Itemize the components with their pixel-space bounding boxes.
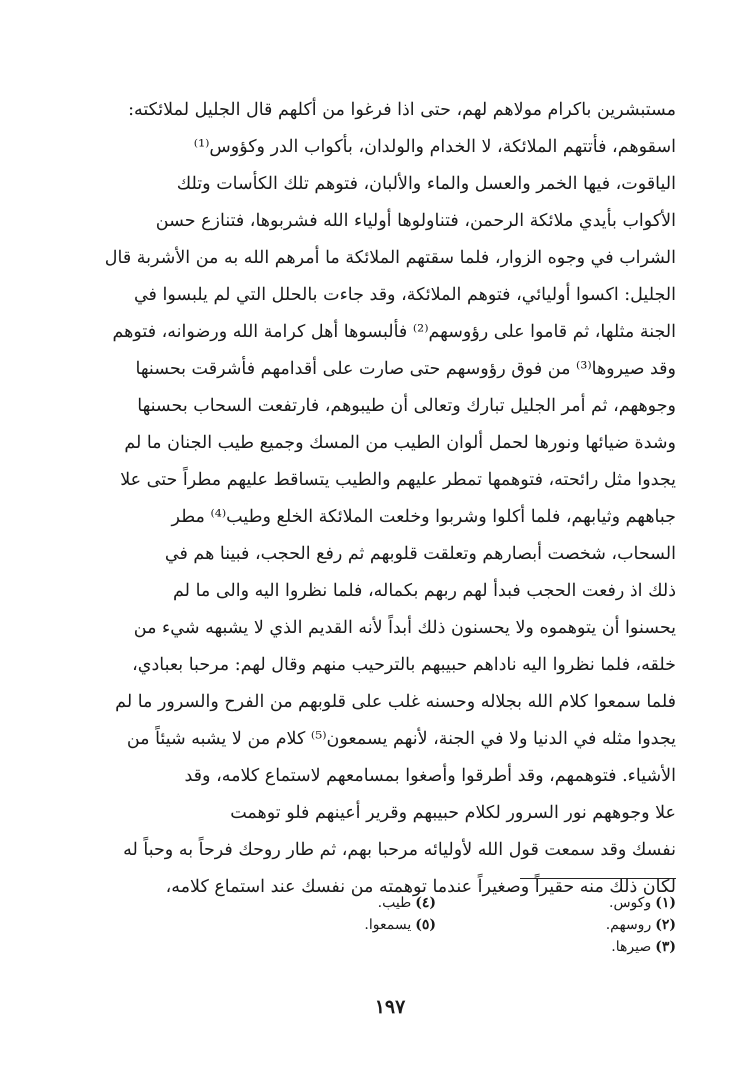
footnote-item bbox=[536, 914, 676, 936]
text-line: وشدة ضيائها ونورها لحمل ألوان الطيب من المسك وجميع طيب الجنان ما لم bbox=[124, 433, 676, 453]
text-line: الياقوت، فيها الخمر والعسل والماء والألبان، فتوهم تلك الكأسات وتلك bbox=[176, 174, 676, 194]
footnote-text: طيب. bbox=[377, 895, 412, 911]
text-line: فلما سمعوا كلام الله بجلاله وحسنه غلب على قلوبهم من الفرح والسرور ما لم bbox=[115, 692, 676, 712]
footnotes-column-left bbox=[306, 892, 436, 936]
text-line: خلقه، فلما نظروا اليه ناداهم حبيبهم بالترحيب منهم وقال لهم: مرحبا بعبادي، bbox=[132, 655, 676, 675]
footnote-number: (٤) bbox=[415, 895, 436, 911]
text-line: لكان ذلك منه حقيراً وصغيراً عندما توهمته من نفسك عند استماع كلامه، bbox=[165, 877, 676, 897]
text-line: الأكواب بأيدي ملائكة الرحمن، فتناولوها أولياء الله فشربوها، فتنازع حسن bbox=[155, 211, 676, 231]
text-line: وجوههم، ثم أمر الجليل تبارك وتعالى أن طيبوهم، فارتفعت السحاب بحسنها bbox=[137, 396, 676, 416]
text-line: يحسنوا أن يتوهموه ولا يحسنون ذلك أبداً لأنه القديم الذي لا يشبهه شيء من bbox=[133, 618, 676, 638]
footnote-item bbox=[536, 936, 676, 958]
footnote-text: صيرها. bbox=[611, 939, 652, 955]
text-line: الجليل: اكسوا أوليائي، فتوهم الملائكة، وقد جاءت بالحلل التي لم يلبسوا في bbox=[133, 285, 676, 305]
main-text-block bbox=[96, 92, 676, 906]
text-line: جباههم وثيابهم، فلما أكلوا وشربوا وخلعت الملائكة الخلع وطيب⁽⁴⁾ مطر bbox=[171, 507, 676, 527]
footnote-text: يسمعوا. bbox=[364, 917, 412, 933]
text-line: الشراب في وجوه الزوار، فلما سقتهم الملائكة ما أمرهم الله به من الأشربة قال bbox=[104, 248, 676, 268]
footnote-text: وكوس. bbox=[609, 895, 652, 911]
text-line: علا وجوههم نور السرور لكلام حبيبهم وقرير أعينهم فلو توهمت bbox=[230, 803, 676, 823]
text-line: السحاب، شخصت أبصارهم وتعلقت قلوبهم ثم رفع الحجب، فبينا هم في bbox=[164, 544, 676, 564]
footnote-number: (٢) bbox=[655, 917, 676, 933]
footnote-number: (١) bbox=[655, 895, 676, 911]
page-number: ١٩٧ bbox=[374, 996, 406, 1018]
text-line: مستبشرين باكرام مولاهم لهم، حتى اذا فرغوا من أكلهم قال الجليل لملائكته: bbox=[128, 100, 676, 120]
text-line: وقد صيروها⁽³⁾ من فوق رؤوسهم حتى صارت على أقدامهم فأشرقت بحسنها bbox=[135, 359, 676, 379]
footnote-item bbox=[306, 892, 436, 914]
footnote-number: (٣) bbox=[655, 939, 676, 955]
footnote-divider bbox=[520, 878, 676, 879]
text-line: الأشياء. فتوهمهم، وقد أطرقوا وأصغوا بمسامعهم لاستماع كلامه، وقد bbox=[184, 766, 676, 786]
text-line: نفسك وقد سمعت قول الله لأوليائه مرحبا بهم، ثم طار روحك فرحاً به وحباً له bbox=[123, 840, 676, 860]
footnote-number: (٥) bbox=[415, 917, 436, 933]
text-line: الجنة مثلها، ثم قاموا على رؤوسهم⁽²⁾ فألبسوها أهل كرامة الله ورضوانه، فتوهم bbox=[112, 322, 676, 342]
text-line: يجدوا مثله في الدنيا ولا في الجنة، لأنهم يسمعون⁽⁵⁾ كلام من لا يشبه شيئاً من bbox=[126, 729, 676, 749]
footnote-item bbox=[306, 914, 436, 936]
footnote-text: روسهم. bbox=[605, 917, 652, 933]
text-line: يجدوا مثل رائحته، فتوهمها تمطر عليهم والطيب يتساقط عليهم مطراً حتى علا bbox=[120, 470, 676, 490]
text-line: اسقوهم، فأتتهم الملائكة، لا الخدام والولدان، بأكواب الدر وكؤوس⁽¹⁾ bbox=[193, 137, 676, 157]
footnotes-column-right bbox=[536, 892, 676, 958]
footnote-item bbox=[536, 892, 676, 914]
text-line: ذلك اذ رفعت الحجب فبدأ لهم ربهم بكماله، فلما نظروا اليه والى ما لم bbox=[173, 581, 676, 601]
